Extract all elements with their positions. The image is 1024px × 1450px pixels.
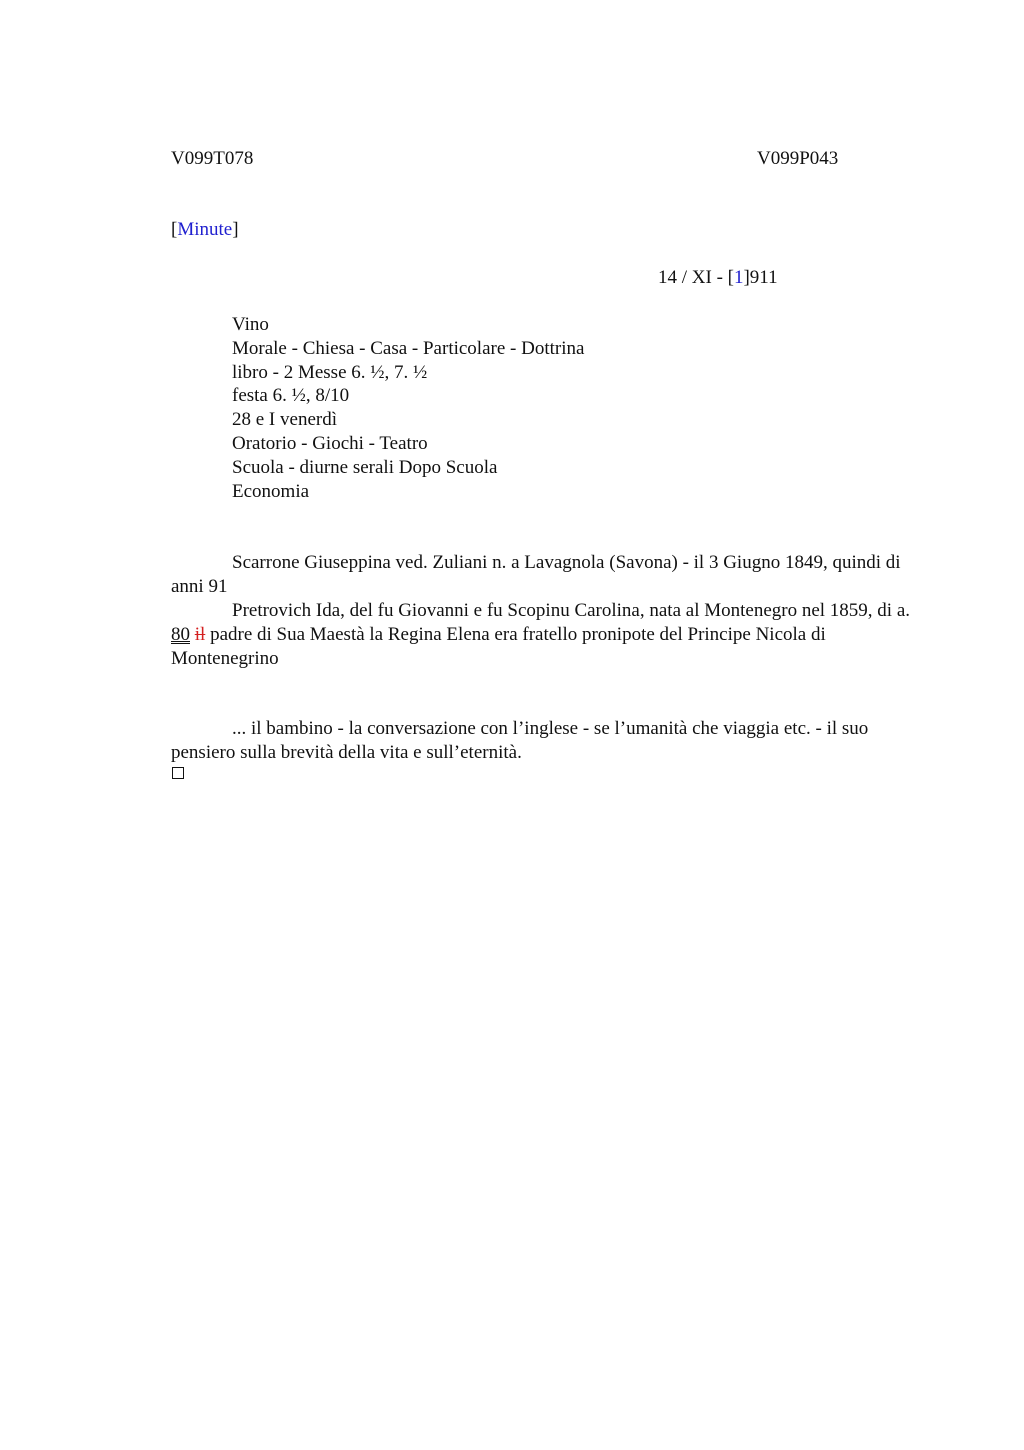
end-marker-box [172, 767, 184, 779]
list-item: 28 e I venerdì [232, 409, 337, 431]
minute-close-bracket: ] [232, 219, 239, 240]
list-item: Vino [232, 314, 269, 335]
persons-section [171, 551, 931, 671]
minute-text: Minute [177, 219, 233, 240]
paragraph-pretrovich [171, 599, 931, 671]
struck-word: il [194, 624, 206, 645]
document-code-right: V099P043 [757, 148, 839, 169]
document-code-left: V099T078 [171, 148, 254, 169]
list-item: Oratorio - Giochi - Teatro [232, 432, 428, 454]
closing-section [171, 717, 931, 765]
date-prefix: 14 / XI - [ [658, 267, 734, 288]
paragraph-bambino: ... il bambino - la conversazione con l’inglese - se l’umanità che viaggia etc. - il suo pensiero sulla brevità della vita e sull’eternità. [171, 718, 869, 763]
underlined-age: 80 [171, 624, 190, 645]
notes-list [232, 313, 584, 503]
list-item: libro - 2 Messe 6. ½, 7. ½ [232, 361, 428, 383]
date-inserted-digit: 1 [733, 267, 744, 288]
document-date [658, 266, 778, 290]
list-item: Morale - Chiesa - Casa - Particolare - Dottrina [232, 337, 585, 359]
list-item: Scuola - diurne serali Dopo Scuola [232, 456, 498, 478]
pretrovich-text-before: Pretrovich Ida, del fu Giovanni e fu Scopinu Carolina, nata al Montenegro nel 1859, di a. [232, 600, 911, 621]
paragraph-scarrone: Scarrone Giuseppina ved. Zuliani n. a Lavagnola (Savona) - il 3 Giugno 1849, quindi di anni 91 [171, 552, 901, 597]
pretrovich-text-after: padre di Sua Maestà la Regina Elena era fratello pronipote del Principe Nicola di Montenegrino [171, 624, 826, 669]
date-suffix: ]911 [743, 267, 778, 288]
minute-open-bracket: [ [171, 219, 178, 240]
list-item: Economia [232, 480, 310, 502]
list-item: festa 6. ½, 8/10 [232, 385, 350, 407]
minute-label [171, 218, 239, 242]
